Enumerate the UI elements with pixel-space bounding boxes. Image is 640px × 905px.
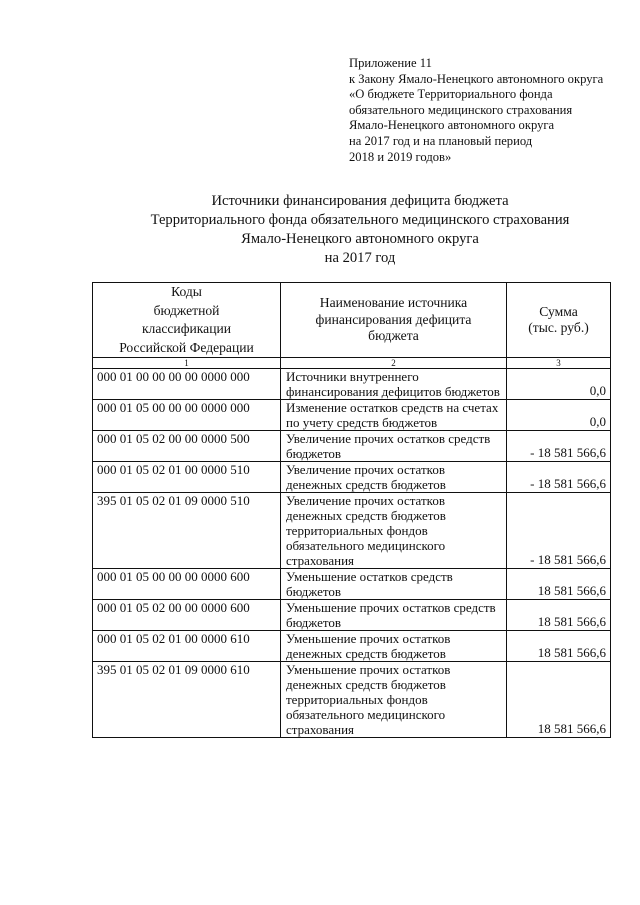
row-sum: 0,0 [507,400,611,431]
row-sum: - 18 581 566,6 [507,431,611,462]
row-name: Уменьшение остатков средств бюджетов [281,569,507,600]
table-row [93,431,611,462]
table-row [93,493,611,569]
title-line: Территориального фонда обязательного медицинского страхования [150,212,570,228]
row-name: Увеличение прочих остатков денежных средств бюджетов территориальных фондов обязательного медицинского страхования [281,493,507,569]
table-row [93,662,611,738]
appendix-line: к Закону Ямало-Ненецкого автономного округа [349,71,604,86]
appendix-line: обязательного медицинского страхования [349,102,573,117]
row-name: Уменьшение прочих остатков денежных средств бюджетов [281,631,507,662]
table-row [93,400,611,431]
column-number-row [93,358,611,369]
row-sum: - 18 581 566,6 [507,462,611,493]
table-row [93,462,611,493]
title-line: на 2017 год [324,250,396,266]
title-line: Источники финансирования дефицита бюджета [211,193,509,209]
row-code: 395 01 05 02 01 09 0000 510 [93,493,281,569]
row-code: 000 01 05 00 00 00 0000 000 [93,400,281,431]
column-number: 3 [507,358,611,369]
row-sum: 18 581 566,6 [507,662,611,738]
table-header-row [93,283,611,358]
appendix-line: Ямало-Ненецкого автономного округа [349,118,555,133]
row-code: 000 01 05 02 00 00 0000 500 [93,431,281,462]
row-name: Увеличение прочих остатков средств бюджетов [281,431,507,462]
title-line: Ямало-Ненецкого автономного округа [241,231,479,247]
row-code: 000 01 00 00 00 00 0000 000 [93,369,281,400]
appendix-line: Приложение 11 [349,56,432,70]
row-sum: 0,0 [507,369,611,400]
header-name [281,283,507,358]
header-sum-text: Сумма (тыс. руб.) [528,303,589,335]
header-codes [93,283,281,358]
row-name: Источники внутреннего финансирования дефицитов бюджетов [281,369,507,400]
row-name: Увеличение прочих остатков денежных средств бюджетов [281,462,507,493]
financing-sources-table [92,282,611,738]
row-sum: 18 581 566,6 [507,631,611,662]
header-sum [507,283,611,358]
header-codes-text: Коды бюджетной классификации Российской Федерации [119,284,254,355]
row-code: 395 01 05 02 01 09 0000 610 [93,662,281,738]
document-title [80,192,640,268]
appendix-note [349,56,631,165]
row-name: Уменьшение прочих остатков средств бюджетов [281,600,507,631]
row-code: 000 01 05 02 01 00 0000 510 [93,462,281,493]
row-code: 000 01 05 02 01 00 0000 610 [93,631,281,662]
row-name: Изменение остатков средств на счетах по учету средств бюджетов [281,400,507,431]
row-sum: 18 581 566,6 [507,569,611,600]
table-row [93,631,611,662]
table-row [93,369,611,400]
row-code: 000 01 05 00 00 00 0000 600 [93,569,281,600]
row-sum: 18 581 566,6 [507,600,611,631]
appendix-line: 2018 и 2019 годов» [349,149,452,164]
table-row [93,569,611,600]
table-row [93,600,611,631]
row-sum: - 18 581 566,6 [507,493,611,569]
appendix-line: «О бюджете Территориального фонда [349,87,553,102]
column-number: 1 [93,358,281,369]
column-number: 2 [281,358,507,369]
header-name-text: Наименование источника финансирования дефицита бюджета [315,295,472,344]
appendix-line: на 2017 год и на плановый период [349,133,533,148]
row-code: 000 01 05 02 00 00 0000 600 [93,600,281,631]
row-name: Уменьшение прочих остатков денежных средств бюджетов территориальных фондов обязательного медицинского страхования [281,662,507,738]
